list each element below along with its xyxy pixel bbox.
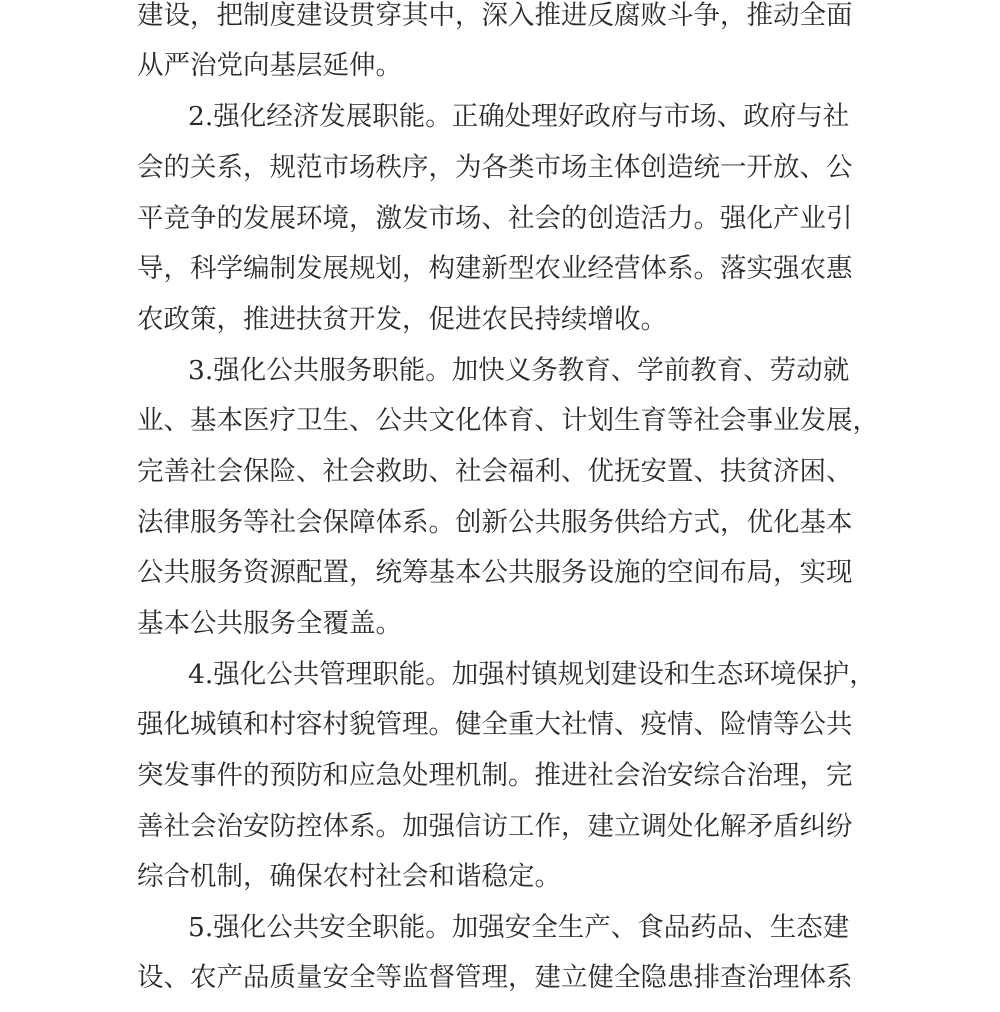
text-line: 农政策，推进扶贫开发，促进农民持续增收。 [137, 304, 667, 335]
text-line: 综合机制，确保农村社会和谐稳定。 [137, 861, 561, 892]
text-line: 基本公共服务全覆盖。 [137, 608, 402, 639]
text-line: 法律服务等社会保障体系。创新公共服务供给方式，优化基本 [137, 507, 853, 538]
text-line: 公共服务资源配置，统筹基本公共服务设施的空间布局，实现 [137, 557, 853, 588]
section-heading-line: 3.强化公共服务职能。加快义务教育、学前教育、劳动就 [188, 355, 850, 386]
text-line: 业、基本医疗卫生、公共文化体育、计划生育等社会事业发展， [137, 405, 879, 436]
section-heading-line: 5.强化公共安全职能。加强安全生产、食品药品、生态建 [188, 912, 850, 943]
section-heading-line: 2.强化经济发展职能。正确处理好政府与市场、政府与社 [188, 101, 850, 132]
text-line: 完善社会保险、社会救助、社会福利、优抚安置、扶贫济困、 [137, 456, 853, 487]
text-line: 导，科学编制发展规划，构建新型农业经营体系。落实强农惠 [137, 253, 853, 284]
text-line: 善社会治安防控体系。加强信访工作，建立调处化解矛盾纠纷 [137, 811, 853, 842]
text-line: 强化城镇和村容村貌管理。健全重大社情、疫情、险情等公共 [137, 709, 853, 740]
text-line: 平竞争的发展环境，激发市场、社会的创造活力。强化产业引 [137, 203, 853, 234]
text-line: 设、农产品质量安全等监督管理，建立健全隐患排查治理体系 [137, 962, 853, 993]
text-line: 建设，把制度建设贯穿其中，深入推进反腐败斗争，推动全面 [137, 0, 853, 31]
text-line: 会的关系，规范市场秩序，为各类市场主体创造统一开放、公 [137, 152, 853, 183]
text-line: 突发事件的预防和应急处理机制。推进社会治安综合治理，完 [137, 760, 853, 791]
section-heading-line: 4.强化公共管理职能。加强村镇规划建设和生态环境保护， [188, 659, 876, 690]
text-line: 从严治党向基层延伸。 [137, 50, 402, 81]
